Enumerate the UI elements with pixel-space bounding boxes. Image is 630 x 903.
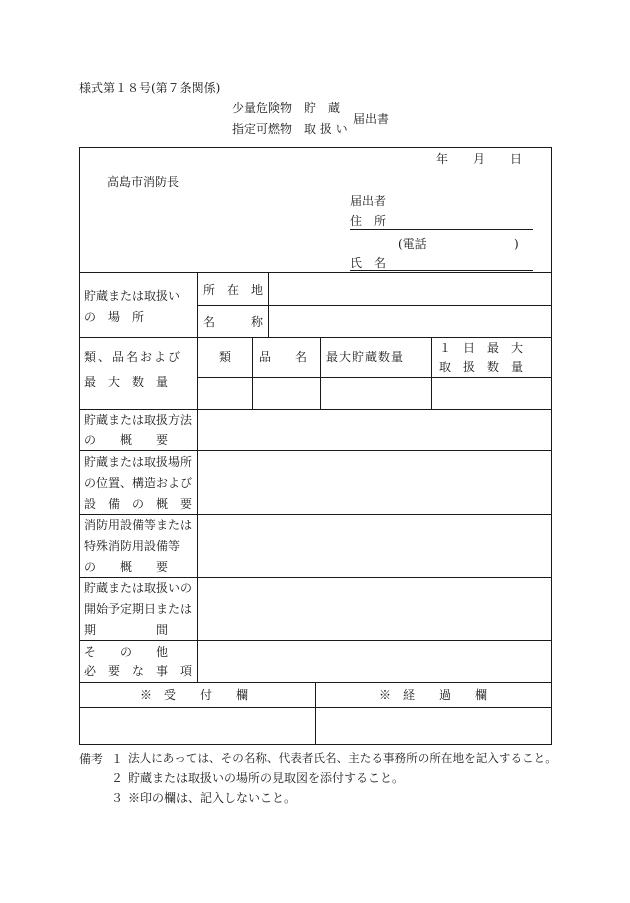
column-max-storage: 最大貯蔵数量 xyxy=(326,350,405,364)
facility-label-1: 貯蔵または取扱場所 xyxy=(84,455,193,469)
title-line-2: 指定可燃物 取 扱 い xyxy=(232,122,348,136)
date-day-label: 日 xyxy=(510,152,523,166)
table-rule xyxy=(79,514,552,515)
column-kind: 類 xyxy=(219,350,232,364)
column-item-name: 品 名 xyxy=(259,350,308,364)
table-rule xyxy=(79,744,552,745)
date-month-label: 月 xyxy=(473,152,486,166)
table-border-left xyxy=(79,147,80,745)
table-rule xyxy=(79,450,552,451)
other-label-2: 必 要 な 事 項 xyxy=(84,664,193,678)
form-number: 様式第１８号(第７条関係) xyxy=(79,81,221,95)
location-label: 所 在 地 xyxy=(203,283,264,297)
kind-label-2: 最 大 数 量 xyxy=(84,375,169,389)
firefighting-label-3: の 概 要 xyxy=(84,560,169,574)
address-label: 住 所 xyxy=(350,214,387,228)
name-label: 氏 名 xyxy=(350,256,387,270)
table-rule xyxy=(197,272,198,682)
phone-open: (電話 xyxy=(398,237,427,251)
facility-label-2: の位置、構造および xyxy=(84,476,193,490)
reception-column-label: ※ 受 付 欄 xyxy=(140,688,249,702)
table-rule xyxy=(79,272,552,273)
note-number: ２ xyxy=(111,771,124,785)
note-text: 法人にあっては、その名称、代表者氏名、主たる事務所の所在地を記入すること。 xyxy=(128,751,557,765)
firefighting-label-1: 消防用設備等または xyxy=(84,518,193,532)
phone-close: ) xyxy=(514,237,519,251)
facility-name-label: 名 称 xyxy=(203,315,264,329)
place-label-1: 貯蔵または取扱い xyxy=(84,289,181,303)
table-rule xyxy=(431,337,432,409)
column-daily-max-1: １ 日 最 大 xyxy=(439,341,524,355)
progress-column-label: ※ 経 過 欄 xyxy=(379,688,488,702)
table-rule xyxy=(79,337,552,338)
notifier-label: 届出者 xyxy=(350,194,387,208)
note-text: 貯蔵または取扱いの場所の見取図を添付すること。 xyxy=(128,771,405,785)
kind-label-1: 類、品名および xyxy=(84,350,183,364)
address-underline xyxy=(350,229,533,230)
note-text: ※印の欄は、記入しないこと。 xyxy=(128,791,297,805)
start-label-2: 開始予定期日または xyxy=(84,602,193,616)
notes-heading: 備考 xyxy=(79,752,104,766)
facility-label-3: 設 備 の 概 要 xyxy=(84,497,193,511)
table-rule xyxy=(197,377,552,378)
date-year-label: 年 xyxy=(436,152,449,166)
table-rule xyxy=(79,409,552,410)
table-rule xyxy=(79,640,552,641)
note-number: １ xyxy=(111,752,124,766)
place-label-2: の 場 所 xyxy=(84,310,145,324)
table-rule xyxy=(197,305,552,306)
table-rule xyxy=(268,272,269,337)
start-label-1: 貯蔵または取扱いの xyxy=(84,581,193,595)
other-label-1: そ の 他 xyxy=(84,645,169,659)
title-suffix: 届出書 xyxy=(353,112,390,126)
method-label-1: 貯蔵または取扱方法 xyxy=(84,413,193,427)
addressee: 高島市消防長 xyxy=(107,175,180,189)
table-rule xyxy=(252,337,253,409)
method-label-2: の 概 要 xyxy=(84,433,169,447)
name-underline xyxy=(350,270,533,271)
note-number: ３ xyxy=(111,791,124,805)
firefighting-label-2: 特殊消防用設備等 xyxy=(84,539,181,553)
table-rule xyxy=(315,682,316,744)
table-rule xyxy=(79,147,552,148)
table-rule xyxy=(320,337,321,409)
start-label-3: 期 間 xyxy=(84,623,169,637)
table-border-right xyxy=(551,147,552,745)
column-daily-max-2: 取 扱 数 量 xyxy=(439,360,524,374)
table-rule xyxy=(79,577,552,578)
title-line-1: 少量危険物 貯 蔵 xyxy=(232,101,341,115)
